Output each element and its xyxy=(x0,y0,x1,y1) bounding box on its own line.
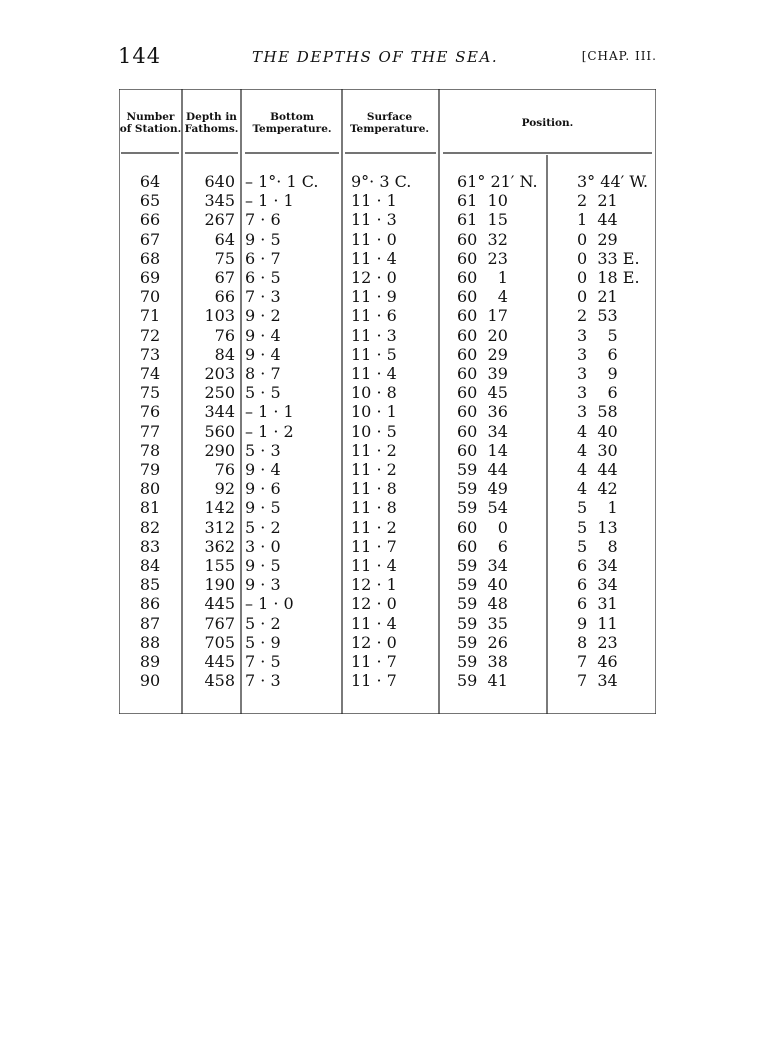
cell-surface: 11 · 3 xyxy=(351,210,397,230)
cell-station: 86 xyxy=(139,594,161,614)
cell-surface: 11 · 1 xyxy=(351,191,397,211)
cell-station: 67 xyxy=(139,229,161,249)
table-row xyxy=(119,652,656,671)
table-row xyxy=(119,249,656,268)
column-header-position: Position. xyxy=(521,117,574,129)
table-row xyxy=(119,460,656,479)
cell-depth: 267 xyxy=(204,210,235,230)
table-row xyxy=(119,575,656,594)
cell-bottom: 5 · 2 xyxy=(245,613,281,633)
table-row xyxy=(119,633,656,652)
cell-depth: 767 xyxy=(204,613,235,633)
cell-station: 69 xyxy=(139,268,161,287)
cell-station: 83 xyxy=(139,536,161,556)
cell-surface: 11 · 4 xyxy=(351,556,397,575)
cell-surface: 10 · 8 xyxy=(351,383,397,403)
table-row xyxy=(119,594,656,613)
cell-station: 89 xyxy=(139,652,161,671)
cell-lon: 7 46 xyxy=(577,652,618,671)
cell-lat: 59 48 xyxy=(457,594,508,614)
cell-lat: 59 26 xyxy=(457,632,508,652)
cell-station: 78 xyxy=(139,440,161,460)
table-row xyxy=(119,556,656,575)
cell-lat: 61° 21′ N. xyxy=(457,172,538,191)
cell-lon: 0 18 E. xyxy=(577,268,640,287)
cell-station: 65 xyxy=(139,191,161,211)
cell-lon: 8 23 xyxy=(577,632,618,652)
cell-lon: 6 31 xyxy=(577,594,618,614)
table-row xyxy=(119,671,656,690)
cell-station: 64 xyxy=(139,172,161,191)
cell-station: 88 xyxy=(139,632,161,652)
cell-station: 79 xyxy=(139,460,161,479)
cell-surface: 11 · 6 xyxy=(351,306,397,326)
cell-bottom: – 1 · 0 xyxy=(245,594,294,614)
column-header-depth: Depth in Fathoms. xyxy=(184,111,239,135)
cell-depth: 458 xyxy=(204,671,235,691)
cell-lon: 3 58 xyxy=(577,402,618,422)
cell-surface: 11 · 8 xyxy=(351,498,397,518)
running-title: THE DEPTHS OF THE SEA. xyxy=(252,48,499,66)
cell-surface: 11 · 0 xyxy=(351,229,397,249)
cell-bottom: 8 · 7 xyxy=(245,364,281,383)
cell-depth: 312 xyxy=(204,517,235,537)
cell-lat: 59 34 xyxy=(457,556,508,575)
cell-depth: 445 xyxy=(204,594,235,614)
cell-lon: 4 40 xyxy=(577,421,618,441)
column-header-bottom-temp: Bottom Temperature. xyxy=(252,111,332,135)
cell-lon: 4 44 xyxy=(577,460,618,479)
cell-lon: 5 8 xyxy=(577,536,618,556)
column-header-surface-temp: Surface Temperature. xyxy=(349,111,430,135)
cell-surface: 12 · 0 xyxy=(351,632,397,652)
page-header xyxy=(112,44,657,74)
cell-depth: 84 xyxy=(214,344,235,364)
cell-bottom: – 1 · 2 xyxy=(245,421,294,441)
cell-station: 87 xyxy=(139,613,161,633)
cell-lat: 59 35 xyxy=(457,613,508,633)
cell-surface: 11 · 8 xyxy=(351,479,397,499)
cell-station: 66 xyxy=(139,210,161,230)
cell-depth: 75 xyxy=(214,248,235,268)
cell-lon: 5 13 xyxy=(577,517,618,537)
cell-surface: 11 · 4 xyxy=(351,364,397,383)
cell-lat: 59 54 xyxy=(457,498,508,518)
cell-lon: 2 21 xyxy=(577,191,618,211)
cell-depth: 66 xyxy=(214,287,235,307)
cell-depth: 362 xyxy=(204,536,235,556)
cell-surface: 11 · 2 xyxy=(351,460,397,479)
table-row xyxy=(119,364,656,383)
table-row xyxy=(119,498,656,517)
cell-lat: 59 38 xyxy=(457,652,508,671)
table-row xyxy=(119,402,656,421)
cell-surface: 11 · 7 xyxy=(351,536,397,556)
chapter-label: [CHAP. III. xyxy=(581,49,657,63)
cell-surface: 10 · 1 xyxy=(351,402,397,422)
cell-surface: 11 · 9 xyxy=(351,287,397,307)
cell-lon: 4 42 xyxy=(577,479,618,499)
cell-lat: 60 36 xyxy=(457,402,508,422)
cell-lat: 60 32 xyxy=(457,229,508,249)
cell-depth: 345 xyxy=(204,191,235,211)
cell-depth: 203 xyxy=(204,364,235,383)
table-row xyxy=(119,479,656,498)
cell-depth: 344 xyxy=(204,402,235,422)
cell-lat: 59 44 xyxy=(457,460,508,479)
cell-surface: 11 · 4 xyxy=(351,248,397,268)
cell-lon: 7 34 xyxy=(577,671,618,691)
cell-lon: 2 53 xyxy=(577,306,618,326)
table-row xyxy=(119,191,656,210)
cell-surface: 10 · 5 xyxy=(351,421,397,441)
station-table xyxy=(119,89,656,714)
cell-depth: 103 xyxy=(204,306,235,326)
cell-depth: 640 xyxy=(204,172,235,191)
cell-depth: 560 xyxy=(204,421,235,441)
cell-bottom: 6 · 7 xyxy=(245,248,281,268)
cell-surface: 9°· 3 C. xyxy=(351,172,412,191)
cell-bottom: – 1 · 1 xyxy=(245,191,294,211)
cell-surface: 12 · 0 xyxy=(351,268,397,287)
cell-station: 73 xyxy=(139,344,161,364)
cell-station: 72 xyxy=(139,325,161,345)
cell-lon: 3° 44′ W. xyxy=(577,172,649,191)
table-row xyxy=(119,287,656,306)
cell-bottom: 9 · 4 xyxy=(245,325,281,345)
cell-station: 70 xyxy=(139,287,161,307)
cell-lat: 60 39 xyxy=(457,364,508,383)
cell-bottom: 9 · 4 xyxy=(245,344,281,364)
table-row xyxy=(119,383,656,402)
cell-lat: 59 41 xyxy=(457,671,508,691)
cell-bottom: 9 · 4 xyxy=(245,460,281,479)
cell-depth: 705 xyxy=(204,632,235,652)
cell-lat: 60 34 xyxy=(457,421,508,441)
cell-bottom: 5 · 2 xyxy=(245,517,281,537)
cell-surface: 11 · 4 xyxy=(351,613,397,633)
cell-station: 90 xyxy=(139,671,161,691)
cell-depth: 445 xyxy=(204,652,235,671)
cell-station: 76 xyxy=(139,402,161,422)
cell-lon: 0 33 E. xyxy=(577,248,640,268)
cell-station: 68 xyxy=(139,248,161,268)
cell-lat: 59 49 xyxy=(457,479,508,499)
cell-surface: 12 · 0 xyxy=(351,594,397,614)
cell-lon: 0 29 xyxy=(577,229,618,249)
cell-bottom: 6 · 5 xyxy=(245,268,281,287)
cell-depth: 290 xyxy=(204,440,235,460)
column-header-station: Number of Station. xyxy=(119,111,182,135)
cell-lat: 60 4 xyxy=(457,287,508,307)
cell-bottom: 5 · 5 xyxy=(245,383,281,403)
cell-bottom: 9 · 2 xyxy=(245,306,281,326)
cell-bottom: 7 · 3 xyxy=(245,671,281,691)
cell-lon: 9 11 xyxy=(577,613,618,633)
cell-lat: 59 40 xyxy=(457,575,508,595)
cell-depth: 142 xyxy=(204,498,235,518)
cell-lat: 60 6 xyxy=(457,536,508,556)
table-row xyxy=(119,422,656,441)
cell-station: 77 xyxy=(139,421,161,441)
cell-lat: 61 15 xyxy=(457,210,508,230)
cell-depth: 67 xyxy=(214,268,235,287)
cell-bottom: 7 · 5 xyxy=(245,652,281,671)
cell-depth: 76 xyxy=(214,325,235,345)
cell-lat: 60 17 xyxy=(457,306,508,326)
cell-depth: 155 xyxy=(204,556,235,575)
cell-bottom: 9 · 5 xyxy=(245,229,281,249)
cell-lon: 3 5 xyxy=(577,325,618,345)
cell-lon: 0 21 xyxy=(577,287,618,307)
table-row xyxy=(119,518,656,537)
cell-lat: 60 45 xyxy=(457,383,508,403)
cell-lon: 4 30 xyxy=(577,440,618,460)
cell-bottom: 9 · 6 xyxy=(245,479,281,499)
cell-lat: 60 20 xyxy=(457,325,508,345)
cell-lon: 3 6 xyxy=(577,344,618,364)
cell-surface: 11 · 7 xyxy=(351,652,397,671)
cell-station: 75 xyxy=(139,383,161,403)
table-row xyxy=(119,345,656,364)
cell-lon: 3 9 xyxy=(577,364,618,383)
cell-bottom: 9 · 3 xyxy=(245,575,281,595)
table-row xyxy=(119,210,656,229)
cell-bottom: 9 · 5 xyxy=(245,498,281,518)
cell-depth: 190 xyxy=(204,575,235,595)
cell-station: 80 xyxy=(139,479,161,499)
table-row xyxy=(119,326,656,345)
cell-depth: 76 xyxy=(214,460,235,479)
cell-lon: 5 1 xyxy=(577,498,618,518)
table-row xyxy=(119,441,656,460)
table-row xyxy=(119,537,656,556)
cell-bottom: – 1 · 1 xyxy=(245,402,294,422)
cell-surface: 11 · 3 xyxy=(351,325,397,345)
page-number: 144 xyxy=(118,44,162,68)
cell-station: 81 xyxy=(139,498,161,518)
cell-surface: 11 · 2 xyxy=(351,440,397,460)
table-row xyxy=(119,268,656,287)
cell-surface: 11 · 5 xyxy=(351,344,397,364)
cell-station: 82 xyxy=(139,517,161,537)
cell-bottom: 7 · 3 xyxy=(245,287,281,307)
table-row xyxy=(119,306,656,325)
cell-bottom: 5 · 9 xyxy=(245,632,281,652)
table-row xyxy=(119,172,656,191)
cell-lat: 61 10 xyxy=(457,191,508,211)
cell-bottom: – 1°· 1 C. xyxy=(245,172,319,191)
cell-lat: 60 23 xyxy=(457,248,508,268)
cell-surface: 12 · 1 xyxy=(351,575,397,595)
cell-lat: 60 29 xyxy=(457,344,508,364)
cell-lon: 6 34 xyxy=(577,556,618,575)
cell-lon: 3 6 xyxy=(577,383,618,403)
cell-surface: 11 · 7 xyxy=(351,671,397,691)
cell-lon: 1 44 xyxy=(577,210,618,230)
cell-bottom: 7 · 6 xyxy=(245,210,281,230)
table-row xyxy=(119,230,656,249)
cell-bottom: 5 · 3 xyxy=(245,440,281,460)
cell-bottom: 3 · 0 xyxy=(245,536,281,556)
cell-depth: 92 xyxy=(214,479,235,499)
cell-depth: 250 xyxy=(204,383,235,403)
cell-surface: 11 · 2 xyxy=(351,517,397,537)
cell-station: 85 xyxy=(139,575,161,595)
cell-station: 74 xyxy=(139,364,161,383)
cell-station: 71 xyxy=(139,306,161,326)
cell-bottom: 9 · 5 xyxy=(245,556,281,575)
cell-lon: 6 34 xyxy=(577,575,618,595)
cell-depth: 64 xyxy=(214,229,235,249)
cell-lat: 60 14 xyxy=(457,440,508,460)
table-row xyxy=(119,614,656,633)
cell-lat: 60 0 xyxy=(457,517,508,537)
cell-station: 84 xyxy=(139,556,161,575)
cell-lat: 60 1 xyxy=(457,268,508,287)
